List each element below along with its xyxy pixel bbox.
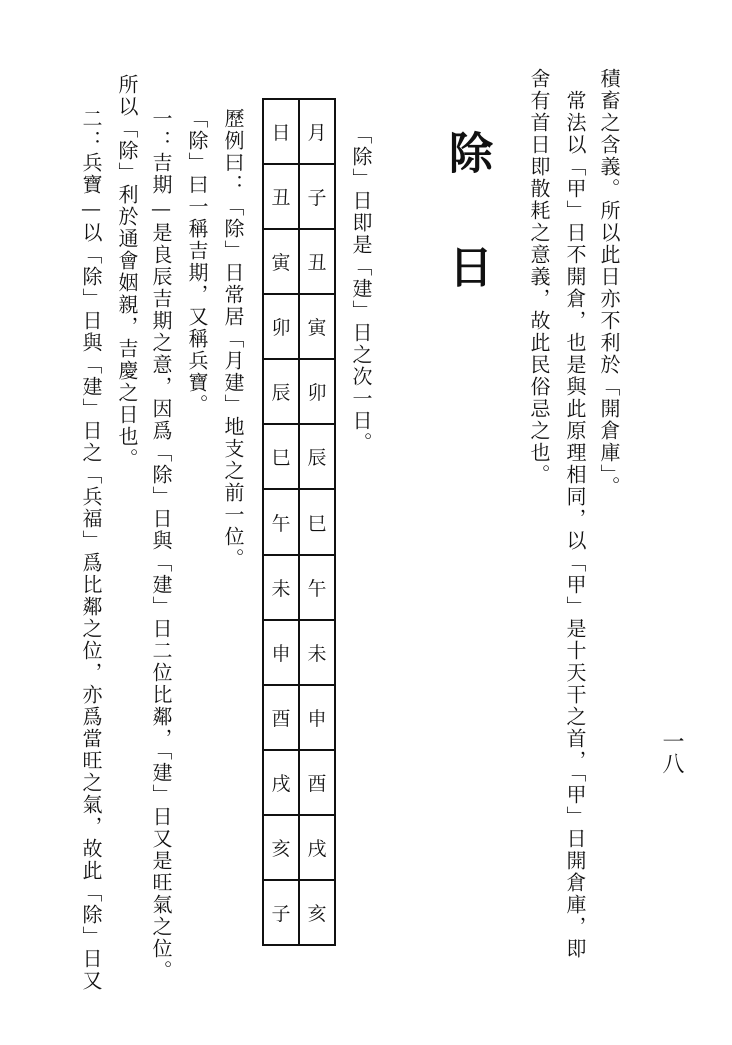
table-cell: 午 — [264, 488, 298, 553]
table-cell: 寅 — [264, 228, 298, 293]
table-cell: 酉 — [264, 684, 298, 749]
table-cell: 辰 — [264, 358, 298, 423]
top-paragraph-line-2: 常法以「甲」日不開倉，也是與此原理相同，以「甲」是十天干之首，「甲」日開倉庫，即 — [563, 68, 587, 960]
body-line-3: 一：吉期—是良辰吉期之意，因爲「除」日與「建」日二位比鄰，「建」日又是旺氣之位。 — [149, 108, 173, 982]
table-cell: 戌 — [300, 814, 334, 879]
table-cell: 月 — [307, 122, 327, 145]
table-cell: 日 — [271, 122, 291, 145]
body-line-2: 「除」曰一稱吉期，又稱兵寶。 — [185, 108, 209, 416]
table-cell: 巳 — [264, 423, 298, 488]
top-paragraph-line-3: 舍有首日即散耗之意義，故此民俗忌之也。 — [527, 68, 551, 486]
body-line-5: 二：兵寶—以「除」日與「建」日之「兵福」爲比鄰之位，亦爲當旺之氣，故此「除」日又 — [79, 108, 103, 992]
table-column-day — [264, 100, 298, 944]
table-cell: 丑 — [300, 228, 334, 293]
table-cell: 卯 — [264, 293, 298, 358]
table-cell: 申 — [264, 619, 298, 684]
body-line-1: 歷例曰：「除」日常居「月建」地支之前一位。 — [221, 108, 245, 570]
table-cell: 亥 — [300, 879, 334, 944]
table-cell: 申 — [300, 684, 334, 749]
table-cell: 子 — [264, 879, 298, 944]
table-cell: 未 — [300, 619, 334, 684]
table-cell: 卯 — [300, 358, 334, 423]
table-cell: 丑 — [264, 163, 298, 228]
body-line-4: 所以「除」利於通會姻親，吉慶之日也。 — [115, 74, 139, 470]
table-cell: 亥 — [264, 814, 298, 879]
table-cell: 巳 — [300, 488, 334, 553]
table-cell: 寅 — [300, 293, 334, 358]
table-cell: 未 — [264, 554, 298, 619]
table-column-month — [298, 100, 334, 944]
month-day-table — [262, 98, 336, 946]
top-paragraph-line-1: 積畜之含義。所以此日亦不利於「開倉庫」。 — [597, 68, 621, 498]
section-title: 除日 — [441, 130, 492, 358]
intro-line: 「除」日即是「建」日之次一日。 — [349, 124, 373, 454]
table-cell: 辰 — [300, 423, 334, 488]
table-cell: 酉 — [300, 749, 334, 814]
table-cell: 戌 — [264, 749, 298, 814]
table-cell: 子 — [300, 163, 334, 228]
page-number: 一八 — [659, 730, 684, 774]
table-cell: 午 — [300, 554, 334, 619]
